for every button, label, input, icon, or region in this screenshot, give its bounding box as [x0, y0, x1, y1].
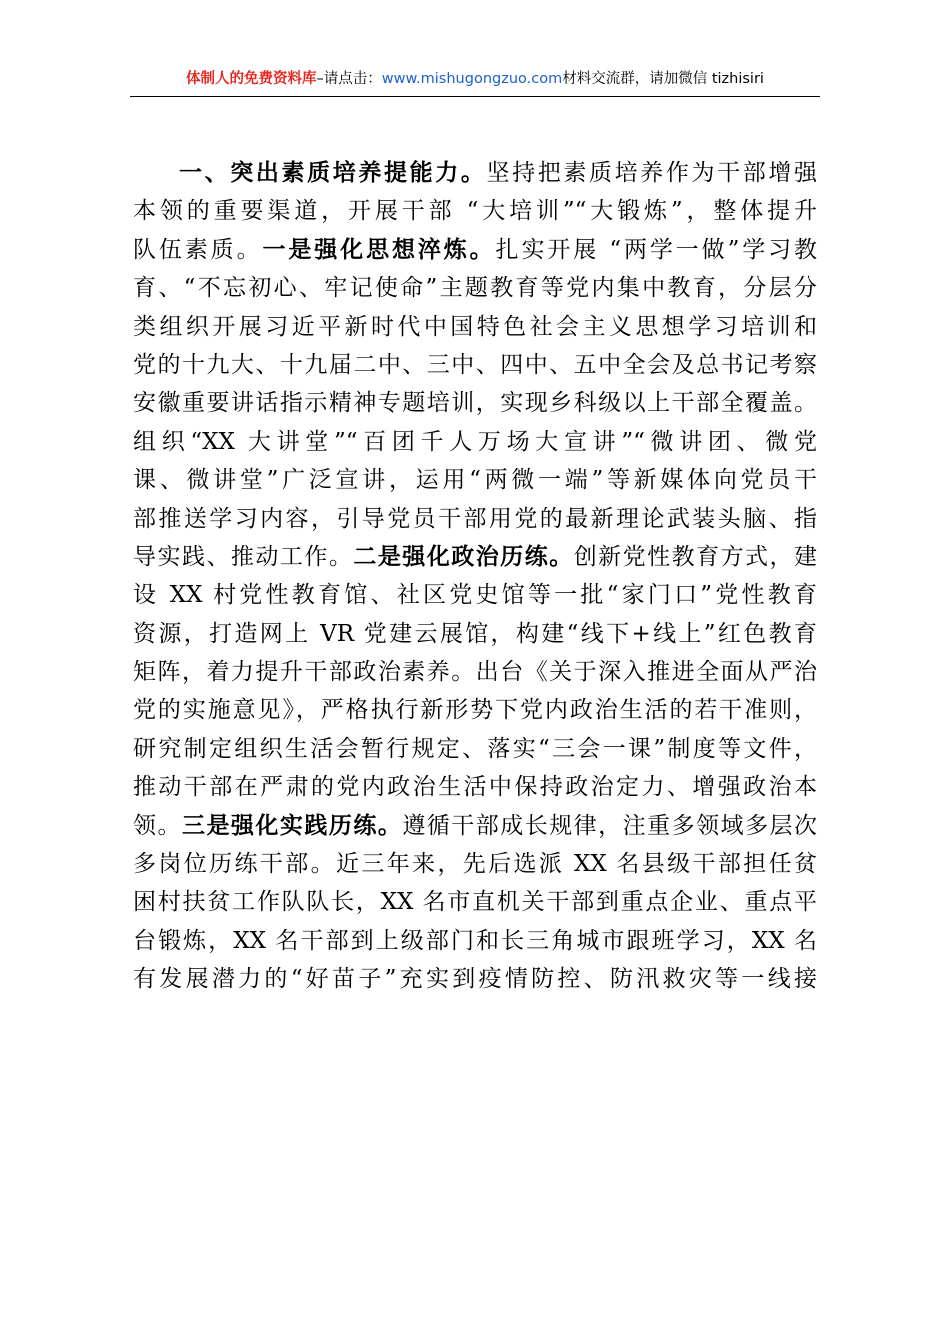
text-segment: 扎实开展 “两学一做”学习教: [495, 236, 818, 263]
text-segment: 部推送学习内容，引导党员干部用党的最新理论武装头脑、指: [133, 505, 817, 532]
text-line: [133, 500, 817, 538]
text-segment: 导实践、推动工作。: [133, 543, 354, 570]
text-line: [133, 922, 817, 960]
text-segment: 党的十九大、十九届二中、三中、四中、五中全会及总书记考察: [133, 351, 817, 378]
text-segment: 有发展潜力的“好苗子”充实到疫情防控、防汛救灾等一线接: [133, 966, 817, 993]
header-wechat-note: 材料交流群，请加微信 tizhisiri: [562, 71, 764, 87]
header-prompt: –请点击：: [316, 71, 382, 87]
text-segment: 推动干部在严肃的党内政治生活中保持政治定力、增强政治本: [133, 774, 817, 801]
text-line: [133, 768, 817, 806]
bold-heading-segment: 一是强化思想淬炼。: [262, 235, 496, 263]
text-segment: 领。: [133, 812, 182, 839]
text-segment: 安徽重要讲话指示精神专题培训，实现乡科级以上干部全覆盖。: [133, 390, 817, 417]
text-segment: 研究制定组织生活会暂行规定、落实“三会一课”制度等文件，: [133, 735, 817, 762]
text-line: [133, 154, 817, 192]
text-line: [133, 269, 817, 307]
text-line: [133, 691, 817, 729]
text-line: [133, 346, 817, 384]
text-segment: 类组织开展习近平新时代中国特色社会主义思想学习培训和: [133, 313, 817, 340]
text-segment: 困村扶贫工作队队长，XX 名市直机关干部到重点企业、重点平: [133, 889, 817, 916]
text-segment: 设 XX 村党性教育馆、社区党史馆等一批“家门口”党性教育: [133, 582, 817, 609]
bold-heading-segment: 二是强化政治历练。: [353, 542, 574, 570]
text-line: [133, 461, 817, 499]
text-line: [133, 576, 817, 614]
text-line: [133, 384, 817, 422]
text-line: [133, 730, 817, 768]
text-line: [133, 423, 817, 461]
text-segment: 创新党性教育方式，建: [573, 543, 818, 570]
text-line: [133, 883, 817, 921]
bold-heading-segment: 一、突出素质培养提能力。: [179, 159, 487, 186]
text-segment: 党的实施意见》，严格执行新形势下党内政治生活的若干准则，: [133, 697, 817, 724]
text-segment: 坚持把素质培养作为干部增强: [486, 160, 817, 186]
text-line: [133, 960, 817, 998]
document-body: [133, 154, 817, 999]
text-segment: 课、微讲堂”广泛宣讲，运用“两微一端”等新媒体向党员干: [133, 467, 817, 494]
text-segment: 队伍素质。: [133, 236, 263, 263]
header-brand: 体制人的免费资料库: [186, 71, 317, 87]
header-url-link[interactable]: www.mishugongzuo.com: [381, 71, 563, 87]
text-line: [133, 653, 817, 691]
text-segment: 组织“XX 大讲堂”“百团千人万场大宣讲”“微讲团、微党: [133, 428, 817, 455]
text-segment: 育、“不忘初心、牢记使命”主题教育等党内集中教育，分层分: [133, 275, 817, 302]
bold-heading-segment: 三是强化实践历练。: [181, 811, 403, 839]
text-line: [133, 615, 817, 653]
text-line: [133, 308, 817, 346]
text-line: [133, 231, 817, 269]
page-header: [130, 66, 820, 97]
text-segment: 矩阵，着力提升干部政治素养。出台《关于深入推进全面从严治: [133, 659, 817, 686]
text-line: [133, 538, 817, 576]
text-line: [133, 845, 817, 883]
text-segment: 资源，打造网上 VR 党建云展馆，构建“线下+线上”红色教育: [133, 620, 817, 647]
text-segment: 本领的重要渠道，开展干部 “大培训”“大锻炼”，整体提升: [133, 198, 817, 225]
text-segment: 多岗位历练干部。近三年来，先后选派 XX 名县级干部担任贫: [133, 851, 817, 878]
text-line: [133, 807, 817, 845]
text-line: [133, 192, 817, 230]
text-segment: 遵循干部成长规律，注重多领域多层次: [402, 812, 818, 839]
text-segment: 台锻炼，XX 名干部到上级部门和长三角城市跟班学习，XX 名: [133, 927, 817, 954]
